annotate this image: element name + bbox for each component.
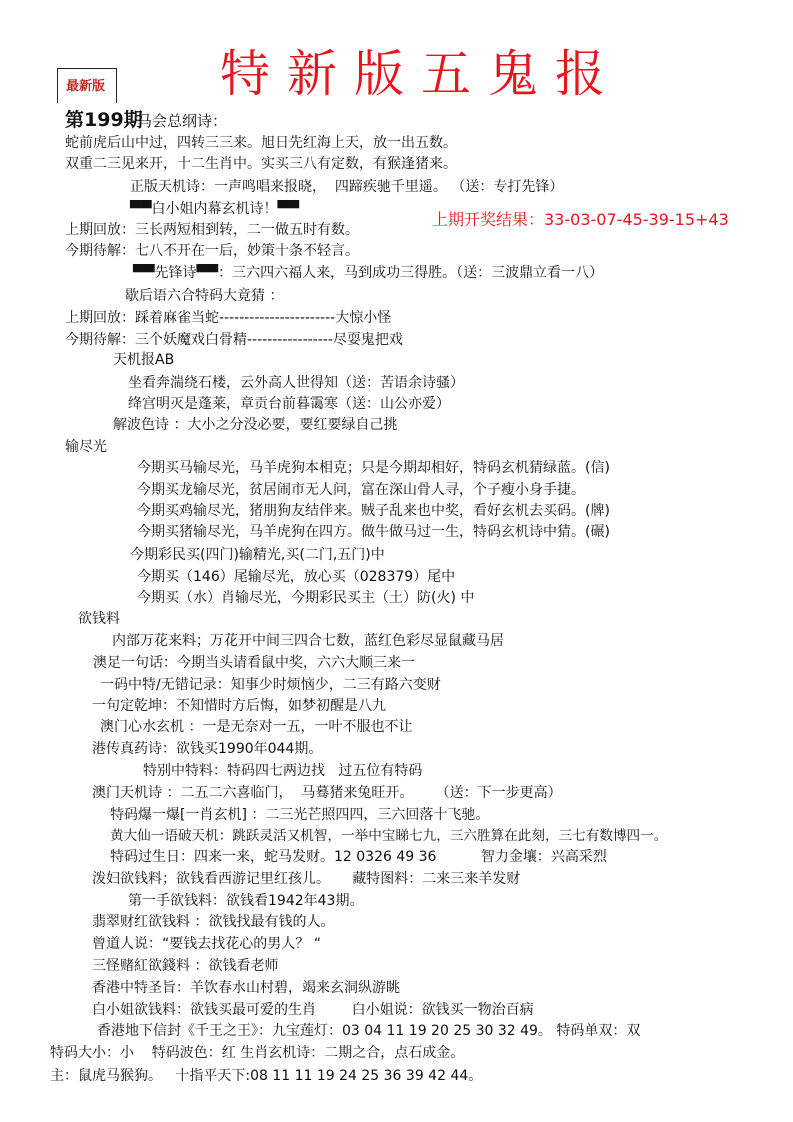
text-line: 一句定乾坤：不知惜时方后悔，如梦初醒是八九: [92, 698, 386, 714]
text-line: 今期买鸡输尽光，猪朋狗友结伴来。贼子乱来也中奖，看好玄机去买码。(牌): [137, 503, 610, 519]
page-title: 特新版五鬼报: [220, 45, 622, 103]
text-line: 歇后语六合特码大竟猜 ：: [125, 288, 284, 304]
text-line: 第一手欲钱料：欲钱看1942年43期。: [128, 893, 364, 909]
text-line: ▀▀白小姐内幕玄机诗！▀▀: [130, 201, 300, 217]
last-draw-result: 上期开奖结果：33-03-07-45-39-15+43: [432, 210, 729, 229]
text-line: 特码过生日：四来一来，蛇马发财。12 0326 49 36 智力金壤：兴高采烈: [110, 849, 607, 865]
text-line: 澳足一句话：今期当头请看鼠中奖，六六大顺三来一: [93, 655, 415, 671]
text-line: 今期彩民买(四门)输精光,买(二门,五门)中: [130, 547, 385, 563]
text-line: 白小姐欲钱料：欲钱买最可爱的生肖 白小姐说：欲钱买一物治百病: [92, 1002, 534, 1018]
text-line: 正版天机诗：一声鸣唱来报晓， 四蹄疾驰千里遥。 （送：专打先锋）: [130, 179, 564, 195]
text-line: 今期待解：七八不开在一后，妙策十条不轻言。: [65, 243, 359, 259]
text-line: ▀▀先锋诗▀▀：三六四六福人来，马到成功三得胜。（送：三波鼎立看一八）: [133, 265, 604, 281]
text-line: 一码中特/无错记录：知事少时烦恼少，二三有路六变财: [100, 677, 441, 693]
text-line: 上期回放：踩着麻雀当蛇-----------------------大惊小怪: [65, 310, 392, 326]
text-line: 港传真药诗：欲钱买1990年044期。: [92, 741, 323, 757]
issue-number: 第199期: [65, 109, 143, 131]
text-line: 特别中特料：特码四七两边找 过五位有特码: [143, 763, 423, 779]
text-line: 翡翠财红欲钱料 ：欲钱找最有钱的人。: [92, 914, 335, 930]
text-line: 今期买龙输尽光，贫居闹市无人问，富在深山骨人寻，个子瘦小身手捷。: [137, 482, 585, 498]
text-line: 黄大仙一语破天机：跳跃灵活又机智，一举中宝睇七九，三六胜算在此刻，三七有数博四一。: [110, 828, 668, 844]
text-line: 曾道人说：“要钱去找花心的男人？ “: [92, 936, 321, 952]
section-heading: 天机报AB: [113, 352, 175, 368]
text-line: 解波色诗 ：大小之分没必要，要红要绿自己挑: [113, 417, 398, 433]
text-line: 蛇前虎后山中过，四转三三来。旭日先红海上天，放一出五数。: [65, 135, 457, 151]
text-line: 澳门心水玄机 ：一是无奈对一五，一叶不服也不让: [100, 719, 413, 735]
latest-edition-badge: [57, 68, 117, 103]
section-heading: 输尽光: [65, 439, 107, 455]
text-line: 今期买（146）尾输尽光，放心买（028379）尾中: [137, 569, 456, 585]
text-line: 坐看奔湍绕石楼，云外高人世得知（送：苦语余诗骚）: [128, 375, 464, 391]
text-line: 今期买马输尽光，马羊虎狗本相克；只是今期却相好，特码玄机猜绿蓝。(信): [137, 460, 610, 476]
badge-label: 最新版: [66, 79, 106, 94]
text-line: 内部万花来料；万花开中间三四合七数，蓝红色彩尽显鼠藏马居: [112, 633, 504, 649]
section-heading: 欲钱料: [78, 611, 120, 627]
text-line: 绛宫明灭是蓬莱，章贡台前暮霭寒（送：山公亦爱）: [128, 396, 450, 412]
section-heading: 马会总纲诗：: [137, 112, 228, 130]
text-line: 香港地下信封《千王之王》：九宝莲灯：03 04 11 19 20 25 30 32 49。 特码单双：双: [97, 1023, 641, 1039]
text-line: 特码爆一爆[一肖玄机] ：二三光芒照四四，三六回落十飞驰。: [110, 807, 490, 823]
text-line: 双重二三见来开，十二生肖中。实买三八有定数，有猴逢猪来。: [65, 156, 457, 172]
text-line: 上期回放：三长两短相到转，二一做五时有数。: [65, 222, 359, 238]
text-line: 香港中特圣旨：羊饮春水山村碧，竭来玄洞纵游眺: [92, 980, 400, 996]
text-line: 今期买猪输尽光，马羊虎狗在四方。做牛做马过一生，特码玄机诗中猜。(碾): [137, 524, 610, 540]
text-line: 今期买（水）肖输尽光，今期彩民买主（土）防(火) 中: [137, 590, 475, 606]
text-line: 澳门天机诗 ：二五二六喜临门， 马蓦猪来兔旺开。 （送：下一步更高）: [92, 785, 562, 801]
text-line: 泼妇欲钱料；欲钱看西游记里红孩儿。 藏特图料：二来三来羊发财: [92, 871, 521, 887]
text-line: 三怪赌紅欲錢料 ：欲钱看老师: [92, 958, 279, 974]
text-line: 主：鼠虎马猴狗。 十指平天下:08 11 11 19 24 25 36 39 42 44。: [50, 1068, 483, 1084]
text-line: 特码大小：小 特码波色：红 生肖玄机诗：二期之合，点石成金。: [50, 1045, 465, 1061]
text-line: 今期待解：三个妖魔戏白骨精-----------------尽耍鬼把戏: [65, 332, 403, 348]
